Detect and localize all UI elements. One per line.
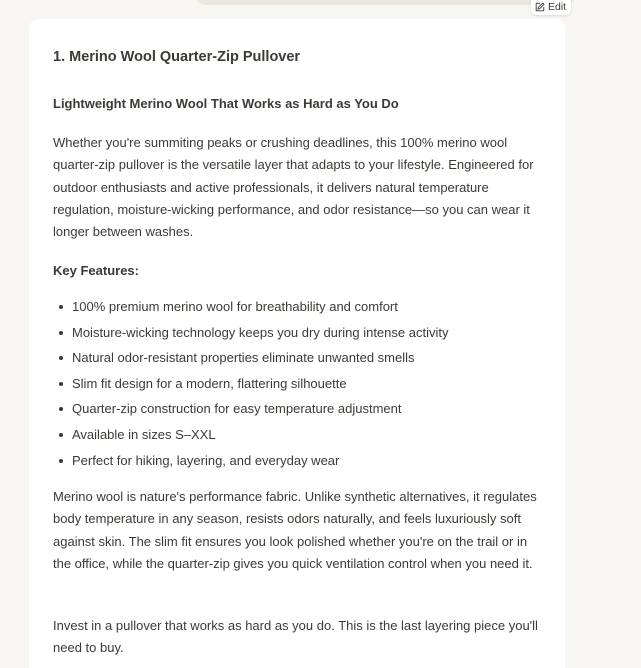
bullet-icon xyxy=(59,356,63,360)
feature-item: Slim fit design for a modern, flattering silhouette xyxy=(53,374,448,400)
edit-button[interactable] xyxy=(531,0,571,15)
edit-label: Edit xyxy=(548,0,567,13)
bullet-icon xyxy=(59,331,63,335)
bullet-icon xyxy=(59,407,63,411)
bullet-icon xyxy=(59,433,63,437)
bullet-icon xyxy=(59,459,63,463)
features-list xyxy=(53,297,448,476)
bullet-icon xyxy=(59,382,63,386)
features-heading: Key Features: xyxy=(53,263,139,278)
bullet-icon xyxy=(59,305,63,309)
feature-item: 100% premium merino wool for breathability and comfort xyxy=(53,297,448,323)
user-message-bubble xyxy=(193,0,578,5)
feature-item: Moisture-wicking technology keeps you dry during intense activity xyxy=(53,323,448,349)
product-subtitle: Lightweight Merino Wool That Works as Hard as You Do xyxy=(53,96,399,111)
edit-icon xyxy=(535,2,545,12)
assistant-response-card xyxy=(29,19,565,668)
body-paragraph: Merino wool is nature's performance fabric. Unlike synthetic alternatives, it regulates body temperature in any season, resists odors naturally, and feels luxuriously soft against skin. The slim fit ensures you look polished whether you're on the trail or in the office, while the quarter-zip gives you quick ventilation control when you need it. xyxy=(53,489,537,571)
feature-item: Quarter-zip construction for easy temperature adjustment xyxy=(53,399,448,425)
feature-item: Available in sizes S–XXL xyxy=(53,425,448,451)
feature-item: Natural odor-resistant properties eliminate unwanted smells xyxy=(53,348,448,374)
feature-item: Perfect for hiking, layering, and everyday wear xyxy=(53,451,448,477)
intro-paragraph: Whether you're summiting peaks or crushing deadlines, this 100% merino wool quarter-zip pullover is the versatile layer that adapts to your lifestyle. Engineered for outdoor enthusiasts and active professionals, it delivers natural temperature regulation, moisture-wicking performance, and odor resistance—so you can wear it longer between washes. xyxy=(53,135,534,240)
cta-paragraph: Invest in a pullover that works as hard as you do. This is the last layering piece you'll need to buy. xyxy=(53,618,538,656)
product-title: 1. Merino Wool Quarter-Zip Pullover xyxy=(53,49,301,65)
